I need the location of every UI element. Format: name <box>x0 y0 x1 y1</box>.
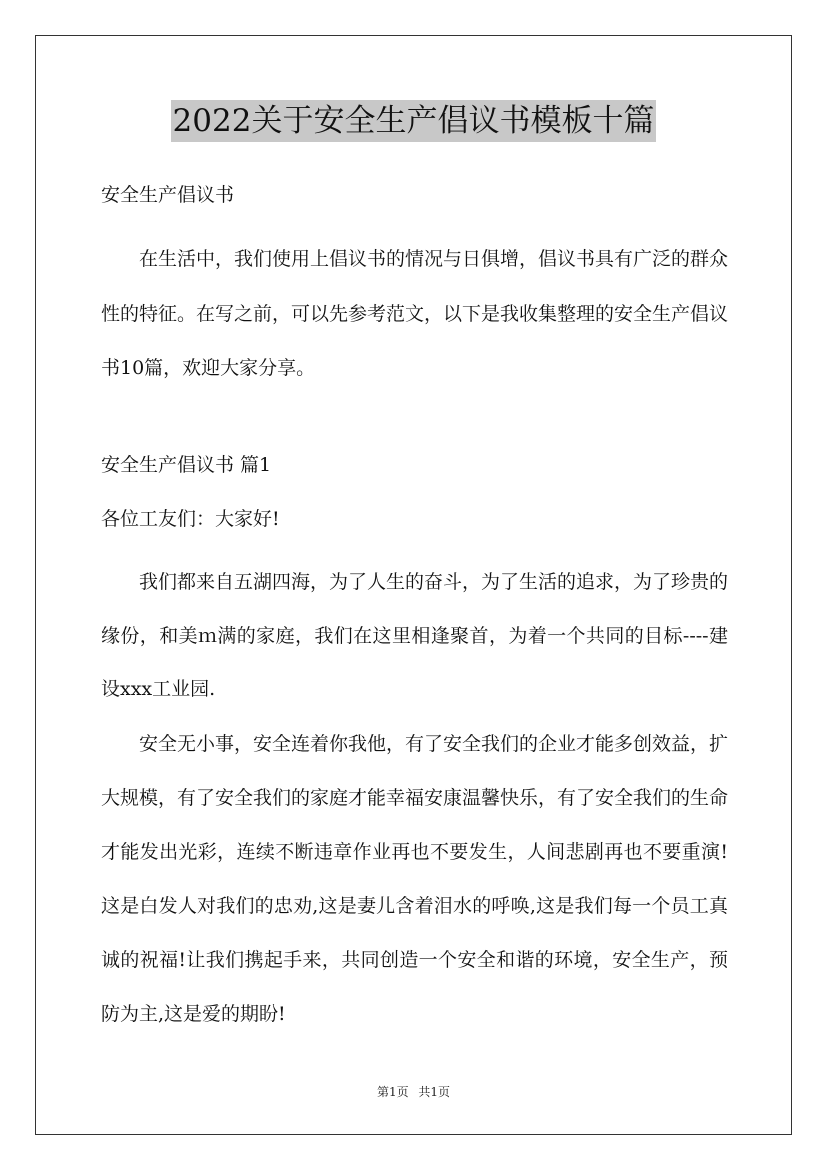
paragraph-2: 我们都来自五湖四海，为了人生的奋斗，为了生活的追求，为了珍贵的缘份，和美ｍ满的家庭，我们在这里相逢聚首，为着一个共同的目标----建设xxx工业园. <box>101 571 729 700</box>
paragraph-3: 安全无小事，安全连着你我他，有了安全我们的企业才能多创效益，扩大规模，有了安全我们的家庭才能幸福安康温馨快乐，有了安全我们的生命才能发出光彩，连续不断违章作业再也不要发生，人间悲剧再也不要重演!这是白发人对我们的忠劝,这是妻儿含着泪水的呼唤,这是我们每一个员工真诚的祝福!让我们携起手来，共同创造一个安全和谐的环境，安全生产，预防为主,这是爱的期盼! <box>101 733 729 1025</box>
document-title: 2022关于安全生产倡议书模板十篇 <box>171 100 657 142</box>
page-number: 第1页 <box>376 1085 409 1099</box>
section-1-title: 安全生产倡议书 篇1 <box>101 454 272 476</box>
greeting-line: 各位工友们：大家好! <box>101 508 280 530</box>
section-heading: 安全生产倡议书 <box>101 184 235 206</box>
page-footer <box>0 1083 827 1100</box>
title-container <box>0 100 827 142</box>
intro-paragraph: 在生活中，我们使用上倡议书的情况与日俱增，倡议书具有广泛的群众性的特征。在写之前，可以先参考范文，以下是我收集整理的安全生产倡议书10篇，欢迎大家分享。 <box>101 248 729 379</box>
page-total: 共1页 <box>418 1085 451 1099</box>
